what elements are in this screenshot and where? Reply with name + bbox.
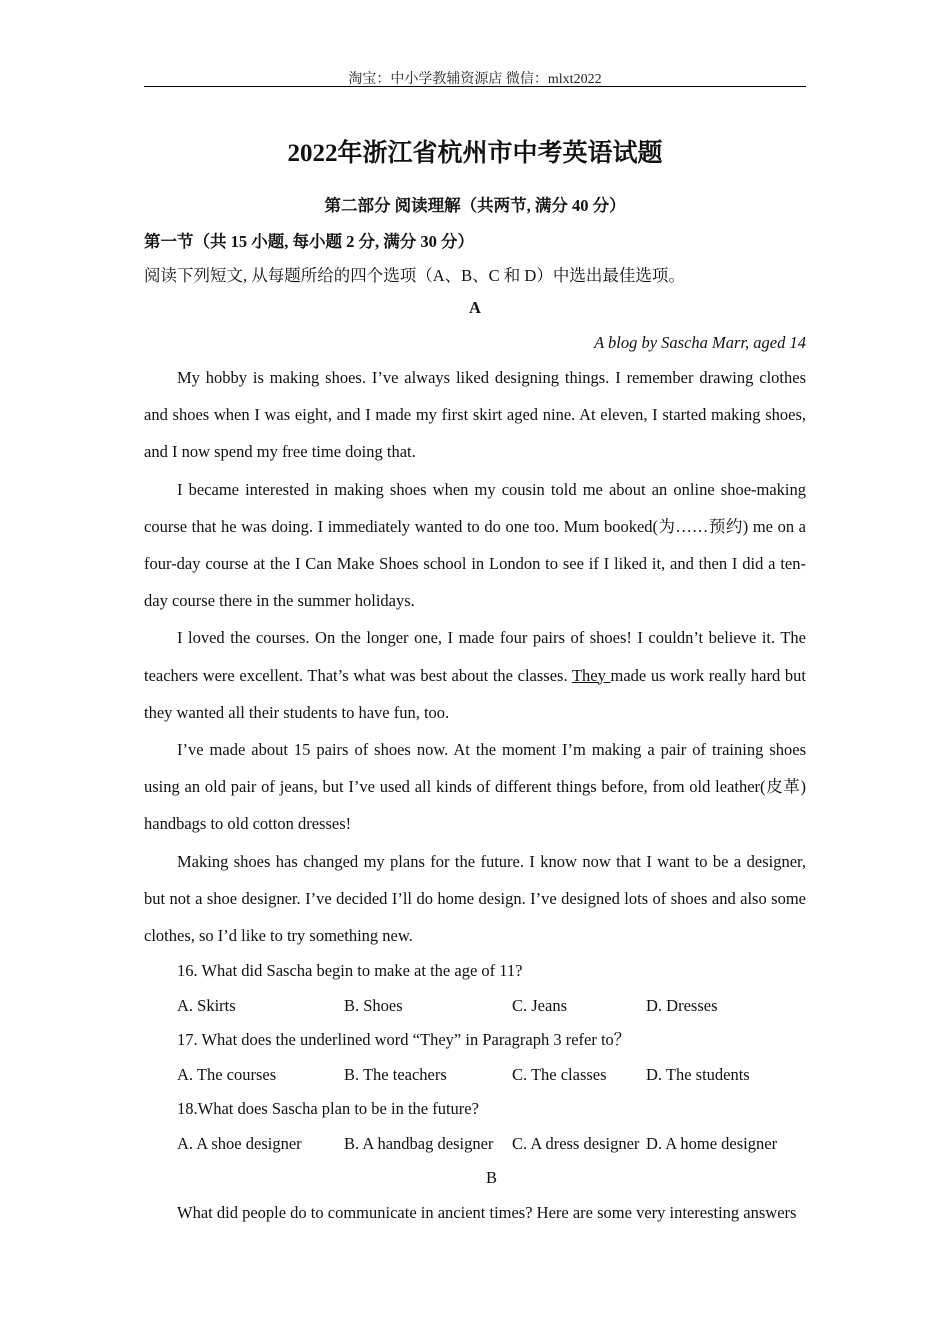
paragraph-5: Making shoes has changed my plans for the future. I know now that I want to be a designer, but not a shoe designer. I’ve decided I’ll do home design. I’ve designed lots of shoes and also some clothes, so I’d like to try something new.: [144, 851, 806, 946]
option-b: B. A handbag designer: [344, 1133, 494, 1153]
option-d: D. Dresses: [646, 995, 718, 1015]
passage-b-label: B: [485, 1168, 497, 1188]
question-17-options: [144, 1058, 806, 1093]
instructions: 阅读下列短文, 从每题所给的四个选项（A、B、C 和 D）中选出最佳选项。: [144, 266, 685, 285]
passage-b-first-line: What did people do to communicate in ancient times? Here are some very interesting answers: [177, 1202, 797, 1222]
header-divider: [144, 86, 806, 87]
passage-a-byline: A blog by Sascha Marr, aged 14: [594, 333, 806, 352]
paragraph-1: My hobby is making shoes. I’ve always liked designing things. I remember drawing clothes and shoes when I was eight, and I made my first skirt aged nine. At eleven, I started making shoes, and I now spend my free time doing that.: [144, 368, 806, 462]
option-b: B. The teachers: [344, 1064, 447, 1084]
paragraph-2: I became interested in making shoes when my cousin told me about an online shoe-making course that he was doing. I immediately wanted to do one too. Mum booked(为……预约) me on a four-day course at the I Can Make Shoes school in London to see if I liked it, and then I did a ten-day course there in the summer holidays.: [144, 479, 806, 611]
paragraph-3-end: made us work really hard but they wanted all their students to have fun, too.: [144, 665, 806, 722]
page-header: 淘宝：中小学教辅资源店 微信：mlxt2022: [348, 72, 602, 87]
question-18-options: [144, 1127, 806, 1162]
section-heading: 第一节（共 15 小题, 每小题 2 分, 满分 30 分）: [144, 232, 474, 251]
option-b: B. Shoes: [344, 995, 403, 1015]
option-c: C. Jeans: [512, 995, 567, 1015]
passage-a-label: A: [469, 298, 481, 317]
paragraph-4: I’ve made about 15 pairs of shoes now. At the moment I’m making a pair of training shoes using an old pair of jeans, but I’ve used all kinds of different things before, from old leather(皮革) handbags to old cotton dresses!: [144, 740, 806, 834]
question-18: 18.What does Sascha plan to be in the future?: [177, 1099, 479, 1119]
underlined-word-they: They: [571, 665, 611, 685]
paragraph-3-start: I loved the courses. On the longer one, I made four pairs of shoes! I couldn’t believe it. The teachers were excellent. That’s what was best about the classes.: [144, 628, 806, 685]
exam-title: 2022年浙江省杭州市中考英语试题: [287, 140, 663, 167]
question-16: 16. What did Sascha begin to make at the age of 11?: [177, 961, 523, 981]
option-a: A. Skirts: [177, 995, 236, 1015]
option-d: D. The students: [646, 1064, 750, 1084]
passage-body: [144, 359, 806, 1230]
option-c: C. The classes: [512, 1064, 607, 1084]
part-heading: 第二部分 阅读理解（共两节, 满分 40 分）: [324, 196, 626, 215]
option-d: D. A home designer: [646, 1133, 778, 1153]
option-a: A. The courses: [177, 1064, 277, 1084]
question-17: 17. What does the underlined word “They” in Paragraph 3 refer to？: [177, 1030, 631, 1050]
option-a: A. A shoe designer: [177, 1133, 302, 1153]
paragraph-3: [144, 619, 806, 731]
option-c: C. A dress designer: [512, 1133, 640, 1153]
question-16-options: [144, 989, 806, 1024]
